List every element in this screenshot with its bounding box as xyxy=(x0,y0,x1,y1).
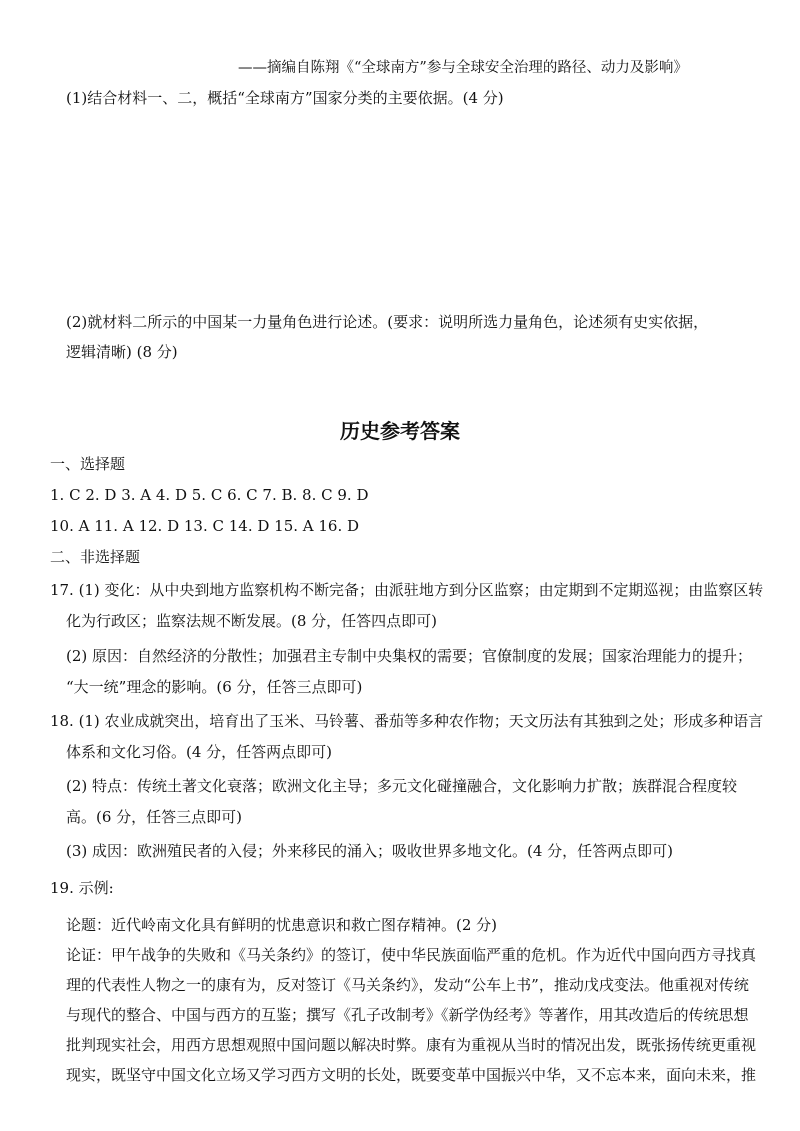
section-heading-choice: 一、选择题 xyxy=(50,455,126,473)
answer-18-line-4: 高。(6 分，任答三点即可) xyxy=(66,808,243,826)
answer-19-header: 19. 示例: xyxy=(50,879,114,897)
answer-18-line-5: (3) 成因：欧洲殖民者的入侵；外来移民的涌入；吸收世界多地文化。(4 分，任答两点即可) xyxy=(66,842,674,860)
answer-17-line-3: (2) 原因：自然经济的分散性；加强君主专制中央集权的需要；官僚制度的发展；国家治理能力的提升； xyxy=(66,647,753,665)
question-1: (1)结合材料一、二，概括“全球南方”国家分类的主要依据。(4 分) xyxy=(66,89,504,107)
answer-key-title: 历史参考答案 xyxy=(340,419,460,443)
answer-19-argument-line-5: 现实，既坚守中国文化立场又学习西方文明的长处，既要变革中国振兴中华，又不忘本来，面向未来，推 xyxy=(66,1066,757,1084)
answer-19-argument-line-3: 与现代的整合、中国与西方的互鉴；撰写《孔子改制考》《新学伪经考》等著作，用其改造后的传统思想 xyxy=(66,1006,749,1024)
answer-18-line-1: 18. (1) 农业成就突出，培育出了玉米、马铃薯、番茄等多种农作物；天文历法有其独到之处；形成多种语言 xyxy=(50,712,764,730)
section-heading-nonchoice: 二、非选择题 xyxy=(50,548,141,566)
material-source-citation: ——摘编自陈翔《“全球南方”参与全球安全治理的路径、动力及影响》 xyxy=(238,60,688,76)
answer-17-line-4: “大一统”理念的影响。(6 分，任答三点即可) xyxy=(66,678,363,696)
answer-19-argument-line-1: 论证：甲午战争的失败和《马关条约》的签订，使中华民族面临严重的危机。作为近代中国向西方寻找真 xyxy=(66,946,757,964)
question-2-line-2: 逻辑清晰) (8 分) xyxy=(66,343,178,361)
answer-19-argument-line-2: 理的代表性人物之一的康有为，反对签订《马关条约》，发动“公车上书”，推动戊戌变法。他重视对传统 xyxy=(66,976,749,994)
choice-answers-line-2: 10. A 11. A 12. D 13. C 14. D 15. A 16. D xyxy=(50,517,360,535)
answer-17-line-1: 17. (1) 变化：从中央到地方监察机构不断完备；由派驻地方到分区监察；由定期到不定期巡视；由监察区转 xyxy=(50,581,764,599)
answer-18-line-3: (2) 特点：传统土著文化衰落；欧洲文化主导；多元文化碰撞融合，文化影响力扩散；族群混合程度较 xyxy=(66,777,738,795)
answer-17-line-2: 化为行政区；监察法规不断发展。(8 分，任答四点即可) xyxy=(66,612,438,630)
choice-answers-line-1: 1. C 2. D 3. A 4. D 5. C 6. C 7. B. 8. C 9. D xyxy=(50,486,369,504)
answer-19-thesis: 论题：近代岭南文化具有鲜明的忧患意识和救亡图存精神。(2 分) xyxy=(66,916,498,934)
answer-18-line-2: 体系和文化习俗。(4 分，任答两点即可) xyxy=(66,743,333,761)
answer-19-argument-line-4: 批判现实社会，用西方思想观照中国问题以解决时弊。康有为重视从当时的情况出发，既张扬传统更重视 xyxy=(66,1036,757,1054)
question-2-line-1: (2)就材料二所示的中国某一力量角色进行论述。(要求：说明所选力量角色，论述须有史实依据， xyxy=(66,313,709,331)
